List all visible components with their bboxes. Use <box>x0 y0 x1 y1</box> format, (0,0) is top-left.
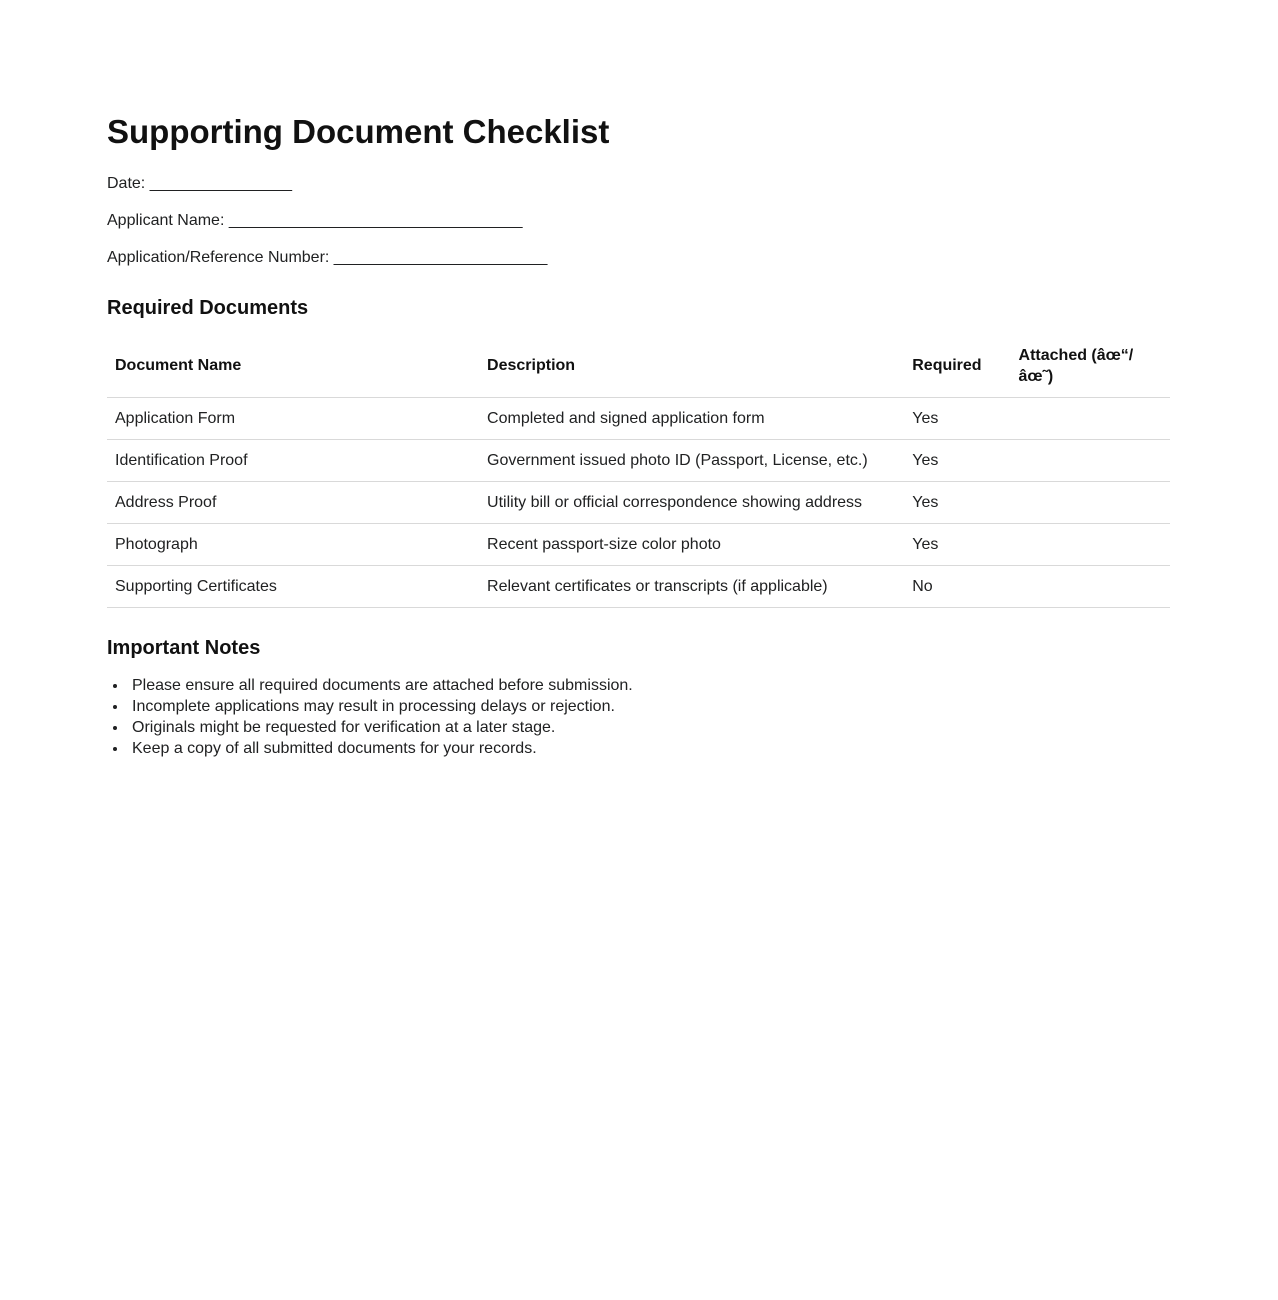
table-body <box>107 397 1170 607</box>
attached-cell <box>1011 439 1170 481</box>
document-name-cell: Identification Proof <box>107 439 479 481</box>
required-cell: Yes <box>904 439 1010 481</box>
table-row <box>107 523 1170 565</box>
field-date-label: Date: <box>107 174 146 192</box>
description-cell: Completed and signed application form <box>479 397 904 439</box>
table-header <box>107 335 1170 398</box>
field-applicant-name-blank-line: _________________________________ <box>228 211 523 229</box>
attached-cell <box>1011 565 1170 607</box>
table-header-row <box>107 335 1170 398</box>
document-name-cell: Supporting Certificates <box>107 565 479 607</box>
attached-cell <box>1011 523 1170 565</box>
note-item: • Please ensure all required documents are attached before submission. <box>128 675 1170 696</box>
document-name-cell: Photograph <box>107 523 479 565</box>
table-row <box>107 565 1170 607</box>
column-header-required: Required <box>904 335 1010 398</box>
column-header-document-name: Document Name <box>107 335 479 398</box>
field-date <box>107 173 1170 194</box>
field-reference-number <box>107 247 1170 268</box>
required-cell: No <box>904 565 1010 607</box>
column-header-description: Description <box>479 335 904 398</box>
description-cell: Government issued photo ID (Passport, License, etc.) <box>479 439 904 481</box>
attached-cell <box>1011 397 1170 439</box>
table-row <box>107 397 1170 439</box>
field-applicant-name-label: Applicant Name: <box>107 211 225 229</box>
page-title: Supporting Document Checklist <box>107 113 610 150</box>
important-notes-heading: Important Notes <box>107 636 261 659</box>
description-cell: Relevant certificates or transcripts (if applicable) <box>479 565 904 607</box>
description-cell: Recent passport-size color photo <box>479 523 904 565</box>
required-cell: Yes <box>904 397 1010 439</box>
document-name-cell: Application Form <box>107 397 479 439</box>
note-item: • Keep a copy of all submitted documents for your records. <box>128 738 1170 759</box>
field-reference-number-label: Application/Reference Number: <box>107 248 330 266</box>
note-item: • Incomplete applications may result in processing delays or rejection. <box>128 696 1170 717</box>
required-cell: Yes <box>904 523 1010 565</box>
field-applicant-name <box>107 210 1170 231</box>
required-documents-heading: Required Documents <box>107 296 309 319</box>
document-name-cell: Address Proof <box>107 481 479 523</box>
field-reference-number-blank-line: ________________________ <box>333 248 548 266</box>
required-documents-table <box>107 335 1170 608</box>
attached-cell <box>1011 481 1170 523</box>
table-row <box>107 439 1170 481</box>
field-date-blank-line: ________________ <box>149 174 293 192</box>
column-header-attached: Attached (âœ“/âœ˜) <box>1011 335 1170 398</box>
important-notes-list <box>107 675 1170 759</box>
note-item: • Originals might be requested for verification at a later stage. <box>128 717 1170 738</box>
description-cell: Utility bill or official correspondence showing address <box>479 481 904 523</box>
table-row <box>107 481 1170 523</box>
required-cell: Yes <box>904 481 1010 523</box>
